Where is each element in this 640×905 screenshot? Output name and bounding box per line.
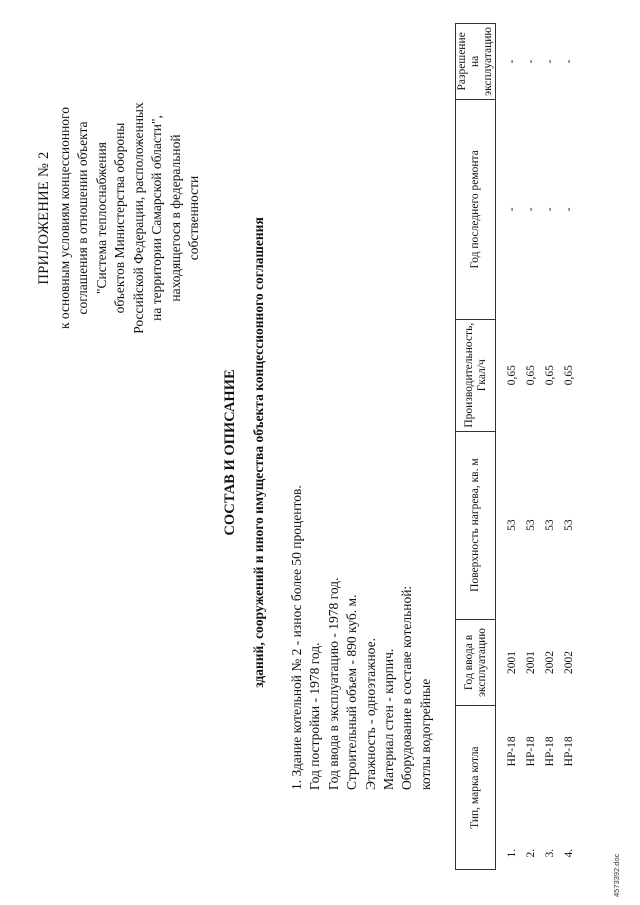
description-line: котлы водогрейные: [417, 678, 433, 790]
last-repair: -: [505, 207, 518, 212]
table-row: [559, 24, 578, 870]
capacity: 0,65: [524, 365, 537, 386]
commission-year: 2002: [562, 650, 575, 674]
appendix-line: соглашения в отношении объекта: [75, 121, 90, 315]
appendix-line: к основным условиям концессионного: [56, 106, 72, 330]
permit: -: [543, 59, 556, 64]
last-repair: -: [543, 207, 556, 212]
table-header-row: [456, 24, 496, 870]
column-header-type: Тип, марка котла: [456, 706, 496, 870]
column-header-surface: Поверхность нагрева, кв. м: [456, 431, 496, 619]
document-title: СОСТАВ И ОПИСАНИЕ: [222, 369, 238, 536]
description-line: Этажность - одноэтажное.: [362, 638, 378, 790]
description-line: Оборудование в составе котельной:: [399, 585, 415, 790]
capacity: 0,65: [562, 365, 575, 386]
description-line: Материал стен - кирпич.: [381, 648, 397, 790]
document-reference: 4573392.doc: [612, 853, 621, 897]
commission-year: 2001: [524, 650, 537, 674]
boiler-type: НР-18: [562, 736, 575, 767]
appendix-line: собственности: [186, 175, 201, 261]
last-repair: -: [562, 207, 575, 212]
appendix-line: "Система теплоснабжения: [93, 142, 109, 294]
table-row: [496, 24, 522, 870]
appendix-heading: ПРИЛОЖЕНИЕ № 2: [36, 151, 52, 285]
appendix-line: на территории Самарской области",: [149, 115, 164, 321]
column-header-repair: Год последнего ремонта: [456, 99, 496, 319]
table-row: [521, 24, 540, 870]
appendix-block: [35, 3, 204, 433]
description-line: 1. Здание котельной № 2 - износ более 50 процентов.: [289, 485, 304, 790]
row-number: 4.: [562, 848, 575, 858]
column-header-permit: Разрешение на эксплуатацию: [456, 24, 496, 100]
table-row: [540, 24, 559, 870]
row-number: 1.: [505, 848, 518, 858]
boiler-type: НР-18: [543, 736, 556, 767]
appendix-line: Российской Федерации, расположенных: [130, 102, 146, 334]
heating-surface: 53: [543, 519, 556, 531]
row-number: 3.: [543, 848, 556, 858]
heating-surface: 53: [524, 519, 537, 531]
last-repair: -: [524, 207, 537, 212]
capacity: 0,65: [505, 365, 518, 386]
appendix-line: находящегося в федеральной: [167, 134, 183, 302]
column-header-capacity: Производительность, Гкал/ч: [456, 319, 496, 431]
description-line: Год ввода в эксплуатацию - 1978 год.: [325, 577, 341, 790]
row-number: 2.: [524, 848, 537, 858]
appendix-line: объектов Министерства обороны: [112, 122, 127, 314]
capacity: 0,65: [543, 365, 556, 386]
commission-year: 2001: [505, 650, 518, 674]
building-description: [288, 370, 435, 790]
column-header-year: Год ввода в эксплуатацию: [456, 619, 496, 706]
boiler-type: НР-18: [505, 736, 518, 767]
description-line: Строительный объем - 890 куб. м.: [344, 594, 360, 790]
heating-surface: 53: [562, 519, 575, 531]
heating-surface: 53: [505, 519, 518, 531]
boiler-table: [455, 23, 578, 870]
permit: -: [524, 59, 537, 64]
permit: -: [562, 59, 575, 64]
commission-year: 2002: [543, 650, 556, 674]
description-line: Год постройки - 1978 год.: [307, 642, 323, 790]
permit: -: [505, 59, 518, 64]
document-subtitle: зданий, сооружений и иного имущества объекта концессионного соглашения: [251, 217, 266, 688]
boiler-type: НР-18: [524, 736, 537, 767]
